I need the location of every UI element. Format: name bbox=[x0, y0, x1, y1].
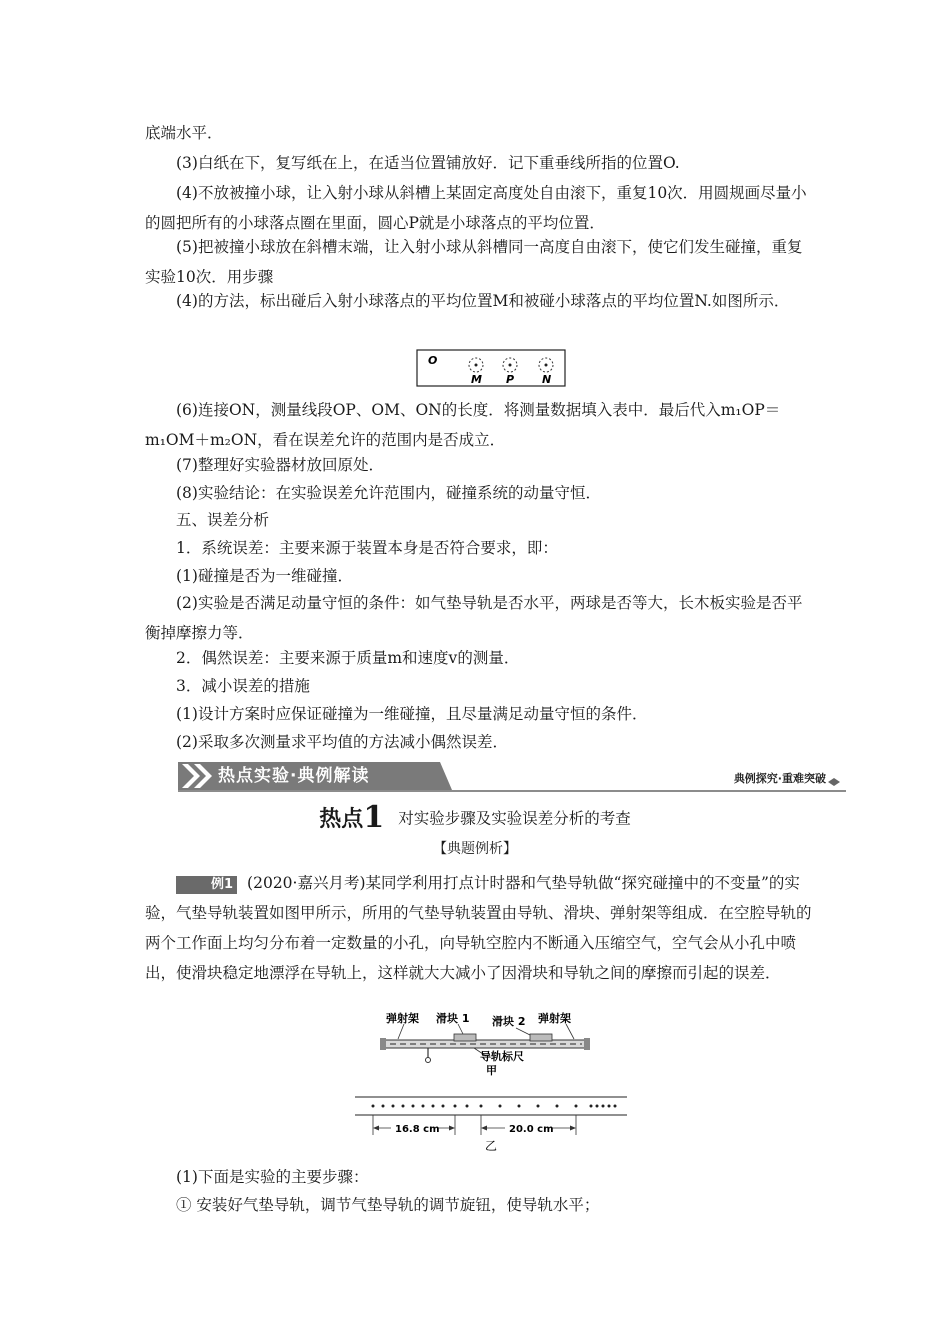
tape-dots bbox=[372, 1105, 617, 1108]
landing-dot-p bbox=[509, 364, 512, 367]
figure-caption-yi: 乙 bbox=[485, 1139, 498, 1153]
example-text: (2020·嘉兴月考)某同学利用打点计时器和气垫导轨做“探究碰撞中的不变量”的实验，气垫导轨装置如图甲所示，所用的气垫导轨装置由导轨、滑块、弹射架等组成．在空腔导轨的两个工作面上均匀分布着一定数量的小孔，向导轨空腔内不断通入压缩空气，空气会从小孔中喷出，使滑块稳定地漂浮在导轨上，这样就大大减小了因滑块和导轨之间的摩擦而引起的误差． bbox=[145, 874, 812, 982]
launcher-left bbox=[380, 1038, 386, 1050]
paragraph: (7)整理好实验器材放回原处． bbox=[176, 456, 384, 474]
banner-subtitle: 典例探究·重难突破 bbox=[733, 772, 826, 785]
paragraph: (4)的方法，标出碰后入射小球落点的平均位置M和被碰小球落点的平均位置N.如图所示． bbox=[176, 292, 790, 310]
example-badge: 例1 bbox=[176, 876, 237, 894]
label-m: M bbox=[471, 373, 482, 386]
air-track-figure bbox=[376, 1012, 596, 1076]
section-heading: 五、误差分析 bbox=[176, 511, 270, 529]
example-heading: 【典题例析】 bbox=[433, 841, 517, 857]
paragraph: ① 安装好气垫导轨，调节气垫导轨的调节旋钮，使导轨水平； bbox=[176, 1196, 600, 1214]
paragraph: 2．偶然误差：主要来源于质量m和速度v的测量． bbox=[176, 649, 520, 667]
paragraph: (2)采取多次测量求平均值的方法减小偶然误差． bbox=[176, 733, 508, 751]
paragraph: 底端水平． bbox=[145, 124, 223, 142]
paragraph: (1)下面是实验的主要步骤： bbox=[176, 1168, 369, 1186]
paragraph: (6)连接ON，测量线段OP、OM、ON的长度．将测量数据填入表中．最后代入m₁OP＝m₁OM＋m₂ON，看在误差允许的范围内是否成立． bbox=[145, 401, 781, 449]
landing-dot-m bbox=[475, 364, 478, 367]
label-n: N bbox=[542, 373, 552, 386]
hotspot-heading bbox=[0, 800, 950, 835]
label-launcher-left: 弹射架 bbox=[386, 1012, 419, 1025]
landing-points-figure bbox=[416, 349, 566, 387]
label-o: O bbox=[428, 354, 438, 367]
label-launcher-right: 弹射架 bbox=[538, 1012, 571, 1025]
paragraph: 3．减小误差的措施 bbox=[176, 677, 310, 695]
paragraph: (2)实验是否满足动量守恒的条件：如气垫导轨是否水平，两球是否等大，长木板实验是否平衡掉摩擦力等． bbox=[145, 594, 803, 642]
slider-1 bbox=[454, 1034, 476, 1041]
banner-title: 热点实验·典例解读 bbox=[218, 766, 370, 786]
paragraph: 1．系统误差：主要来源于装置本身是否符合要求，即： bbox=[176, 539, 558, 557]
paragraph: (8)实验结论：在实验误差允许范围内，碰撞系统的动量守恒． bbox=[176, 484, 601, 502]
hotspot-number: 1 bbox=[363, 800, 385, 835]
section-banner bbox=[178, 760, 846, 794]
hotspot-label: 热点 bbox=[319, 807, 364, 832]
label-ruler: 导轨标尺 bbox=[480, 1050, 524, 1063]
hotspot-subtitle: 对实验步骤及实验误差分析的考查 bbox=[398, 809, 631, 828]
paragraph: (5)把被撞小球放在斜槽末端，让入射小球从斜槽同一高度自由滚下，使它们发生碰撞，重复实验10次．用步骤 bbox=[145, 238, 803, 286]
landing-dot-n bbox=[545, 364, 548, 367]
slider-2 bbox=[530, 1034, 552, 1041]
example-paragraph bbox=[145, 868, 817, 988]
paragraph: (3)白纸在下，复写纸在上，在适当位置铺放好．记下重垂线所指的位置O. bbox=[176, 154, 680, 172]
paragraph: (4)不放被撞小球，让入射小球从斜槽上某固定高度处自由滚下，重复10次．用圆规画尽量小的圆把所有的小球落点圈在里面，圆心P就是小球落点的平均位置． bbox=[145, 184, 807, 232]
dimension-left: 16.8 cm bbox=[395, 1124, 440, 1135]
label-slider-1: 滑块 1 bbox=[436, 1012, 470, 1025]
figure-caption-jia: 甲 bbox=[486, 1064, 497, 1076]
dimension-right: 20.0 cm bbox=[509, 1124, 554, 1135]
launcher-right bbox=[584, 1038, 590, 1050]
paragraph: (1)碰撞是否为一维碰撞． bbox=[176, 567, 353, 585]
label-p: P bbox=[506, 373, 515, 386]
paper-tape-figure bbox=[355, 1095, 627, 1153]
paragraph: (1)设计方案时应保证碰撞为一维碰撞，且尽量满足动量守恒的条件． bbox=[176, 705, 648, 723]
label-slider-2: 滑块 2 bbox=[492, 1015, 526, 1028]
